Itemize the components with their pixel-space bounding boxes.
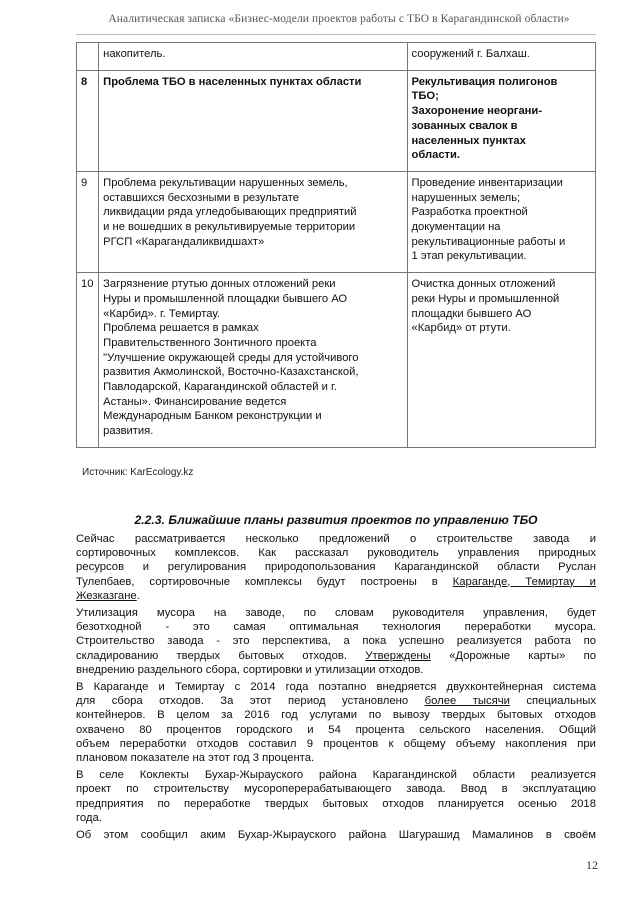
text-line <box>76 589 596 603</box>
paragraph <box>76 606 596 677</box>
text-run: для сбора отходов. За этот период установлено <box>76 695 425 708</box>
row-number <box>77 43 99 71</box>
text-line: охвачено 80 процентов городского и 54 процента сельского населения. Общий <box>76 723 596 736</box>
cell-line: оставшихся бесхозными в результате <box>103 191 299 204</box>
text-line: безотходной - это самая оптимальная технология переработки мусора. <box>76 621 596 634</box>
body-text <box>76 532 596 845</box>
table-row <box>77 70 596 171</box>
cell-line: «Карбид» от ртути. <box>411 322 511 335</box>
cell-line: Рекультивация полигонов <box>411 75 558 88</box>
solution-cell <box>407 43 595 71</box>
cell-line: Международным Банком реконструкции и <box>103 410 322 423</box>
section-title: 2.2.3. Ближайшие планы развития проектов по управлению ТБО <box>134 513 538 527</box>
running-header: Аналитическая записка «Бизнес-модели проектов работы с ТБО в Карагандинской области» <box>108 13 570 25</box>
paragraph <box>76 532 596 603</box>
header-rule <box>76 34 596 35</box>
paragraph <box>76 768 596 825</box>
problem-cell <box>99 273 407 448</box>
cell-line: ТБО; <box>411 90 439 103</box>
row-number: 9 <box>77 171 99 272</box>
underlined-text: Жезказгане <box>76 589 137 602</box>
text-line <box>76 575 596 589</box>
cell-line: ликвидации ряда угледобывающих предприятий <box>103 206 357 219</box>
cell-line: Нуры и промышленной площадки бывшего АО <box>103 292 348 305</box>
underlined-text: Утверждены <box>365 649 431 662</box>
cell-line: развития. <box>103 425 154 438</box>
text-line: В селе Коклекты Бухар-Жырауского района Карагандинской области реализуется <box>76 769 596 782</box>
text-line <box>76 694 596 708</box>
cell-line: зованных свалок в <box>411 119 518 132</box>
cell-line: Разработка проектной <box>411 206 528 219</box>
underlined-text: Караганде, Темиртау и <box>452 575 596 588</box>
cell-line: накопитель. <box>103 48 166 60</box>
cell-line: Загрязнение ртутью донных отложений реки <box>103 278 336 291</box>
table-row <box>77 43 596 71</box>
text-line: В Караганде и Темиртау с 2014 года поэтапно внедряется двухконтейнерная система <box>76 681 596 694</box>
text-line <box>76 663 596 677</box>
cell-line: документации на <box>411 221 501 234</box>
page-number: 12 <box>586 858 598 872</box>
cell-line: Проблема решается в рамках <box>103 322 259 335</box>
text-run: внедрению раздельного сбора, сортировки и утилизации отходов. <box>76 663 424 676</box>
underlined-text: более тысячи <box>424 695 510 708</box>
cell-line: Павлодарской, Карагандинской областей и г. <box>103 381 337 394</box>
problem-cell <box>99 171 407 272</box>
cell-line: Правительственного Зонтичного проекта <box>103 336 317 349</box>
cell-line: реки Нуры и промышленной <box>411 292 560 305</box>
solution-cell <box>407 273 595 448</box>
cell-line: Проблема рекультивации нарушенных земель, <box>103 176 348 189</box>
text-line: Утилизация мусора на заводе, по словам руководителя управления, будет <box>76 607 596 620</box>
cell-line: 1 этап рекультивации. <box>411 250 527 263</box>
cell-line: области. <box>411 149 461 162</box>
solution-cell <box>407 171 595 272</box>
paragraph <box>76 828 596 842</box>
problems-table <box>76 42 596 448</box>
text-run: Тулепбаев, сортировочные комплексы будут построены в <box>76 575 453 588</box>
cell-line: "Улучшение окружающей среды для устойчивого <box>103 351 359 364</box>
cell-line: населенных пунктах <box>411 134 526 147</box>
text-line: Сейчас рассматривается несколько предложений о строительстве завода и <box>76 533 596 545</box>
text-line: предприятия по переработке твердых бытовых отходов планируется осенью 2018 <box>76 797 596 810</box>
text-line: сортировочных комплексов. Как рассказал руководитель управления природных <box>76 547 596 560</box>
text-run: специальных <box>509 695 596 708</box>
cell-line: Очистка донных отложений <box>411 278 556 291</box>
problem-cell <box>99 43 407 71</box>
text-run: «Дорожные карты» по <box>430 649 596 662</box>
cell-line: развития Акмолинской, Восточно-Казахстанской, <box>103 366 359 379</box>
cell-line: «Карбид». г. Темиртау. <box>103 307 220 320</box>
cell-line: площадки бывшего АО <box>411 307 532 320</box>
table-source: Источник: KarEcology.kz <box>82 467 194 478</box>
cell-line: Проблема ТБО в населенных пунктах области <box>103 75 362 88</box>
problem-cell <box>99 70 407 171</box>
text-line: года. <box>76 811 102 824</box>
cell-line: РГСП «Карагандаликвидшахт» <box>103 235 265 248</box>
cell-line: Астаны». Финансирование ведется <box>103 395 287 408</box>
text-line: плановом показателе на этот год 3 процента. <box>76 752 315 765</box>
cell-line: Проведение инвентаризации <box>411 176 563 189</box>
text-line: проект по строительству мусороперерабатывающего завода. Ввод в эксплуатацию <box>76 783 596 796</box>
text-line <box>76 649 596 663</box>
text-run: складированию твердых бытовых отходов. <box>76 649 366 662</box>
table-row <box>77 171 596 272</box>
cell-line: и не вошедших в рекультивируемые территории <box>103 221 356 234</box>
text-line: объем переработки отходов составил 9 процентов к общему объему накопления при <box>76 737 596 750</box>
row-number: 10 <box>77 273 99 448</box>
text-run: . <box>136 589 140 602</box>
text-line: ресурсов и регулирования природопользования Карагандинской области Руслан <box>76 561 596 574</box>
text-line: контейнеров. В целом за 2016 год услугами по вывозу твердых бытовых отходов <box>76 709 596 722</box>
cell-line: рекультивационные работы и <box>411 235 566 248</box>
solution-cell <box>407 70 595 171</box>
cell-line: сооружений г. Балхаш. <box>411 48 530 60</box>
paragraph <box>76 680 596 765</box>
row-number: 8 <box>77 70 99 171</box>
cell-line: Захоронение неоргани- <box>411 105 543 118</box>
text-line: Строительство завода - это перспектива, а пока успешно реализуется работа по <box>76 635 596 648</box>
cell-line: нарушенных земель; <box>411 191 521 204</box>
table-row <box>77 273 596 448</box>
text-line: Об этом сообщил аким Бухар-Жырауского района Шагурашид Мамалинов в своём <box>76 829 596 842</box>
